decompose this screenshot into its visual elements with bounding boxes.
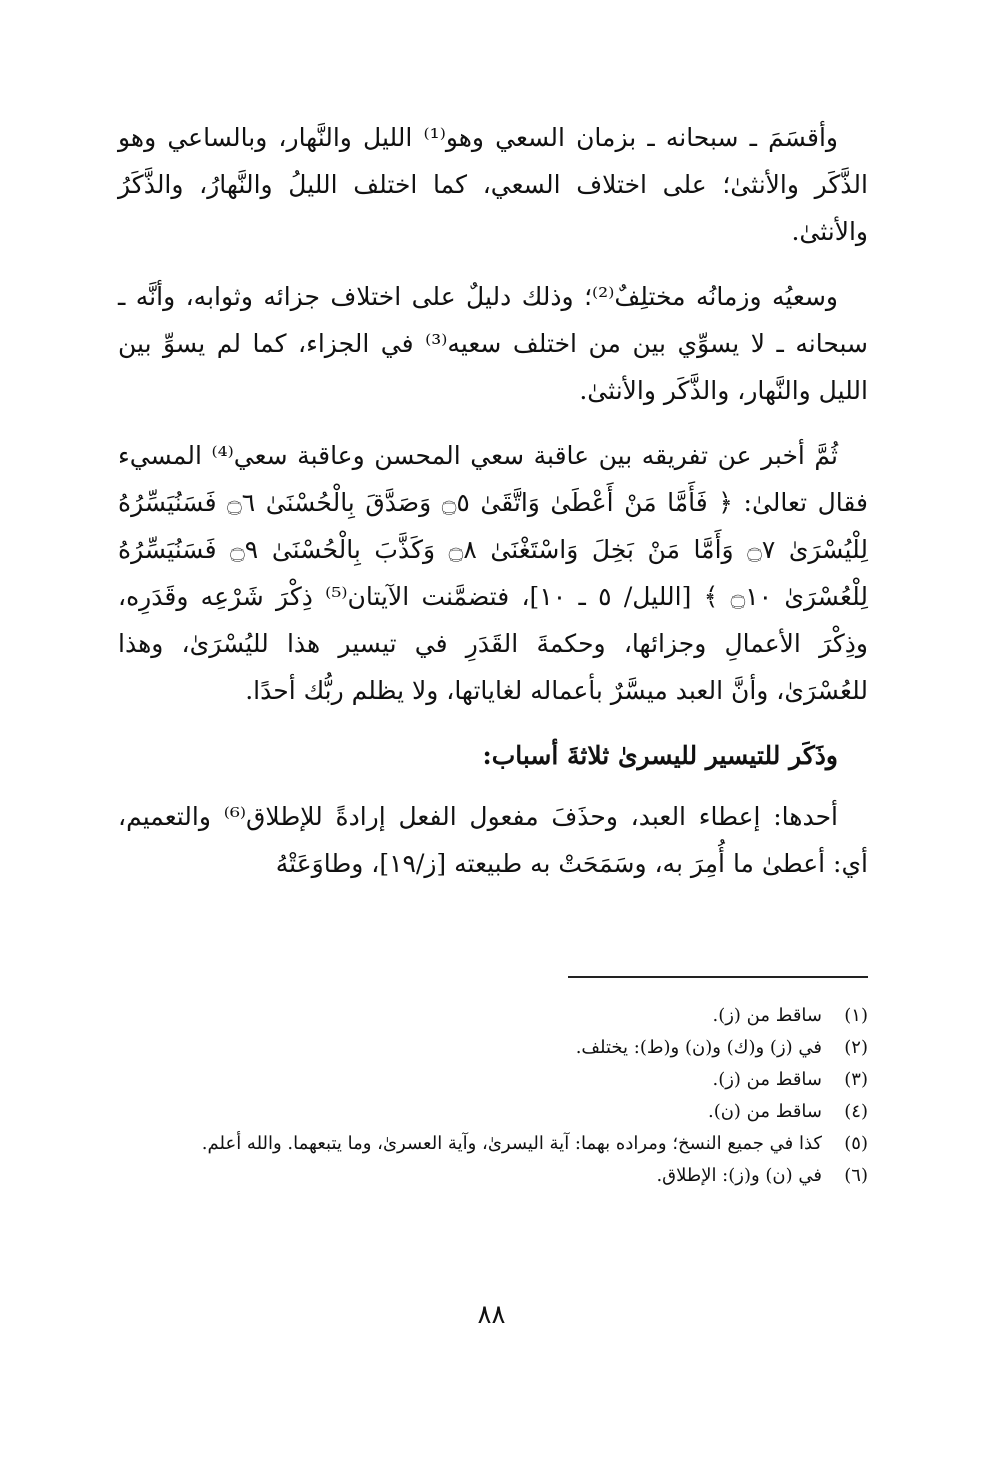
paragraph-3-rest: [الليل/ ٥ ـ ١٠]، فتضمَّنت الآيتان⁽⁵⁾ ذِكْرَ شَرْعِه وقَدَرِه، وذِكْرَ الأعمالِ وجزائها، وحكمةَ القَدَرِ في تيسير هذا لليُسْرَىٰ، وهذا للعُسْرَىٰ، وأنَّ العبد ميسَّرٌ بأعماله لغاياتها، ولا يظلم ربُّك أحدًا. xyxy=(118,582,868,705)
page-number: ٨٨ xyxy=(477,1300,506,1330)
paragraph-3 xyxy=(118,432,868,714)
footnote-number: (١) xyxy=(844,1005,868,1026)
footnote-number: (٥) xyxy=(844,1133,868,1154)
footnote-text: كذا في جميع النسخ؛ ومراده بهما: آية اليسرىٰ، وآية العسرىٰ، وما يتبعهما. والله أعلم. xyxy=(201,1133,822,1154)
paragraph-2: وسعيُه وزمانُه مختلِفٌ⁽²⁾؛ وذلك دليلٌ على اختلاف جزائه وثوابه، وأنَّه ـ سبحانه ـ لا يسوِّي بين من اختلف سعيه⁽³⁾ في الجزاء، كما لم يسوِّ بين الليل والنَّهار، والذَّكَر والأنثىٰ. xyxy=(118,282,868,405)
footnote-4 xyxy=(118,1096,868,1128)
footnote-3 xyxy=(118,1064,868,1096)
paragraph-4: أحدها: إعطاء العبد، وحذَفَ مفعول الفعل إرادةً للإطلاق⁽⁶⁾ والتعميم، أي: أعطىٰ ما أُمِرَ به، وسَمَحَتْ به طبيعته [ز/١٩]، وطاوَعَتْهُ xyxy=(118,802,868,878)
quran-verse: ﴿ فَأَمَّا مَنْ أَعْطَىٰ وَاتَّقَىٰ ۝٥ وَصَدَّقَ بِالْحُسْنَىٰ ۝٦ فَسَنُيَسِّرُهُ لِلْيُسْرَىٰ ۝٧ وَأَمَّا مَنْ بَخِلَ وَاسْتَغْنَىٰ ۝٨ وَكَذَّبَ بِالْحُسْنَىٰ ۝٩ فَسَنُيَسِّرُهُ لِلْعُسْرَىٰ ۝١٠ ﴾ xyxy=(118,488,869,611)
footnote-text: ساقط من (ن). xyxy=(707,1101,822,1122)
footnote-number: (٤) xyxy=(844,1101,868,1122)
footnote-5 xyxy=(118,1128,868,1160)
footnote-number: (٢) xyxy=(844,1037,868,1058)
footnote-number: (٣) xyxy=(844,1069,868,1090)
footnote-text: ساقط من (ز). xyxy=(712,1069,822,1090)
footnotes xyxy=(118,1000,868,1192)
footnote-text: في (ز) و(ك) و(ن) و(ط): يختلف. xyxy=(575,1037,822,1058)
footnote-number: (٦) xyxy=(844,1165,868,1186)
paragraph-3-intro: ثُمَّ أخبر عن تفريقه بين عاقبة سعي المحسن وعاقبة سعي⁽⁴⁾ المسيء فقال تعالىٰ: xyxy=(118,441,868,517)
section-heading: وذَكَر للتيسير لليسرىٰ ثلاثةَ أسباب: xyxy=(482,741,838,770)
footnote-1 xyxy=(118,1000,868,1032)
footnote-divider xyxy=(568,976,868,978)
paragraph-1: وأقسَمَ ـ سبحانه ـ بزمان السعي وهو⁽¹⁾ الليل والنَّهار، وبالساعي وهو الذَّكَر والأنثىٰ؛ على اختلاف السعي، كما اختلف الليلُ والنَّهارُ، والذَّكَرُ والأنثىٰ. xyxy=(118,123,868,246)
footnote-2 xyxy=(118,1032,868,1064)
main-text xyxy=(118,114,868,905)
footnote-6 xyxy=(118,1160,868,1192)
footnote-text: ساقط من (ز). xyxy=(712,1005,822,1026)
footnote-text: في (ن) و(ز): الإطلاق. xyxy=(656,1165,822,1186)
